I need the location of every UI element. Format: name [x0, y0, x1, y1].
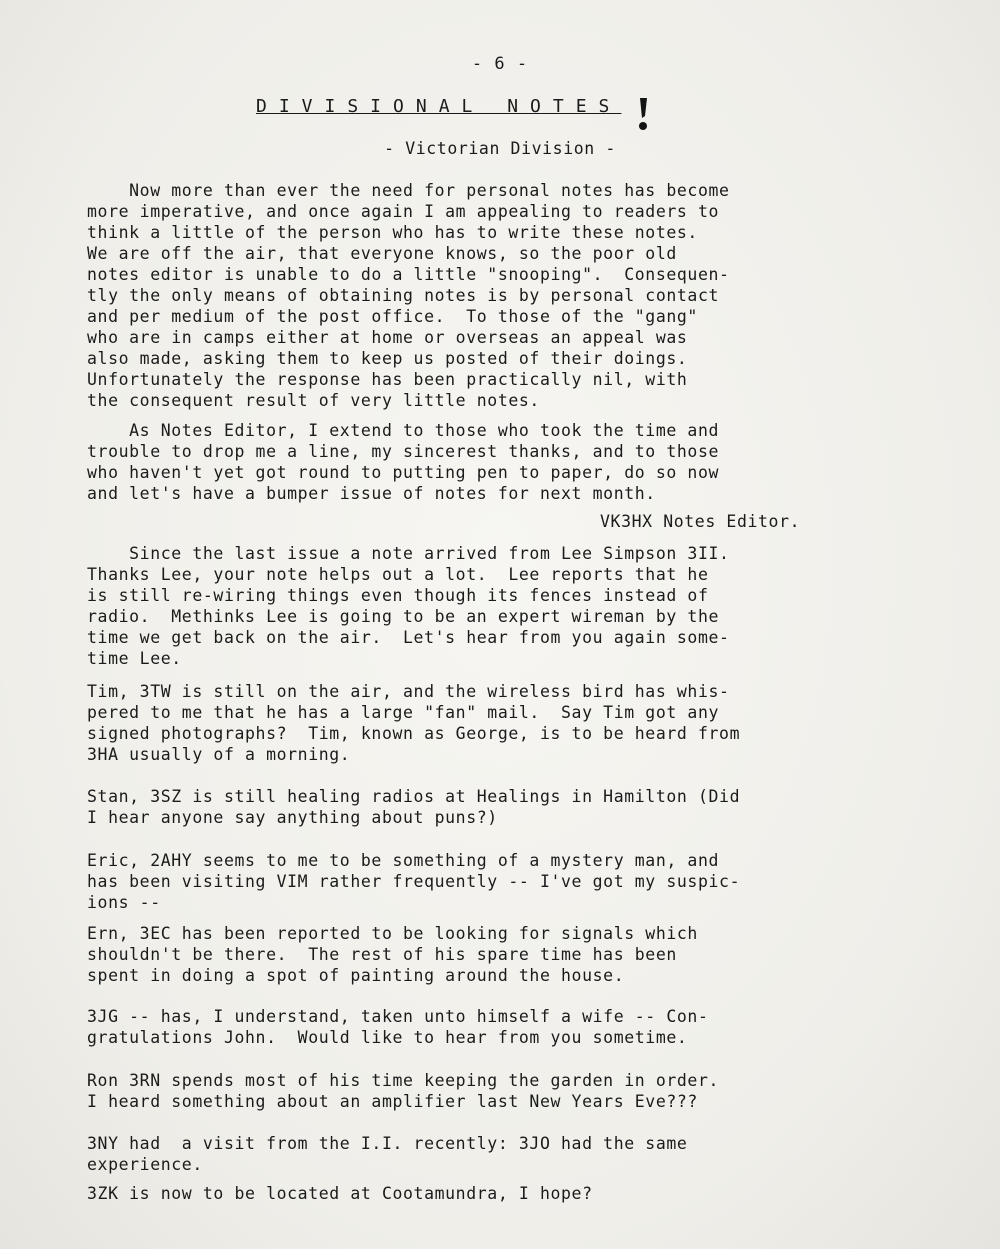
paragraph-ern: Ern, 3EC has been reported to be looking for signals which shouldn't be there. The rest of his spare time has been spent in doing a spot of painting around the house.: [87, 924, 698, 985]
paragraph-notes-editor: As Notes Editor, I extend to those who took the time and trouble to drop me a line, my sincerest thanks, and to those who haven't yet got round to putting pen to paper, do so now and let's have a bumper issue of notes for next month.: [87, 421, 720, 503]
signature: VK3HX Notes Editor.: [600, 512, 801, 531]
paragraph-ron: Ron 3RN spends most of his time keeping the garden in order. I heard something about an amplifier last New Years Eve???: [87, 1071, 720, 1111]
paragraph-tim: Tim, 3TW is still on the air, and the wireless bird has whis- pered to me that he has a large "fan" mail. Say Tim got any signed photographs? Tim, known as George, is to be heard from 3HA usually of a morning.: [87, 682, 741, 764]
page-title: DIVISIONAL NOTES: [256, 96, 622, 117]
section-subtitle: - Victorian Division -: [384, 139, 616, 158]
paragraph-intro: Now more than ever the need for personal notes has become more imperative, and once again I am appealing to readers to think a little of the person who has to write these notes. We are off the air, that everyone knows, so the poor old notes editor is unable to do a little "snooping". Consequen- tly the only means of obtaining notes is by personal contact and per medium of the post office. To those of the "gang" who are in camps either at home or overseas an appeal was also made, asking them to keep us posted of their doings. Unfortunately the response has been practically nil, with the consequent result of very little notes.: [87, 181, 730, 410]
paragraph-3zk: 3ZK is now to be located at Cootamundra, I hope?: [87, 1184, 593, 1203]
ink-mark-icon: [636, 96, 650, 134]
paragraph-lee-simpson: Since the last issue a note arrived from Lee Simpson 3II. Thanks Lee, your note helps out a lot. Lee reports that he is still re-wiring things even though its fences instead of radio. Methinks Lee is going to be an expert wireman by the time we get back on the air. Let's hear from you again some- time Lee.: [87, 544, 730, 668]
paragraph-3ny: 3NY had a visit from the I.I. recently: 3JO had the same experience.: [87, 1134, 688, 1174]
page-number: - 6 -: [471, 54, 529, 74]
paragraph-3jg: 3JG -- has, I understand, taken unto himself a wife -- Con- gratulations John. Would like to hear from you sometime.: [87, 1007, 709, 1047]
paragraph-eric: Eric, 2AHY seems to me to be something of a mystery man, and has been visiting VIM rather frequently -- I've got my suspic- ions --: [87, 851, 741, 912]
paragraph-stan: Stan, 3SZ is still healing radios at Healings in Hamilton (Did I hear anyone say anything about puns?): [87, 787, 741, 827]
